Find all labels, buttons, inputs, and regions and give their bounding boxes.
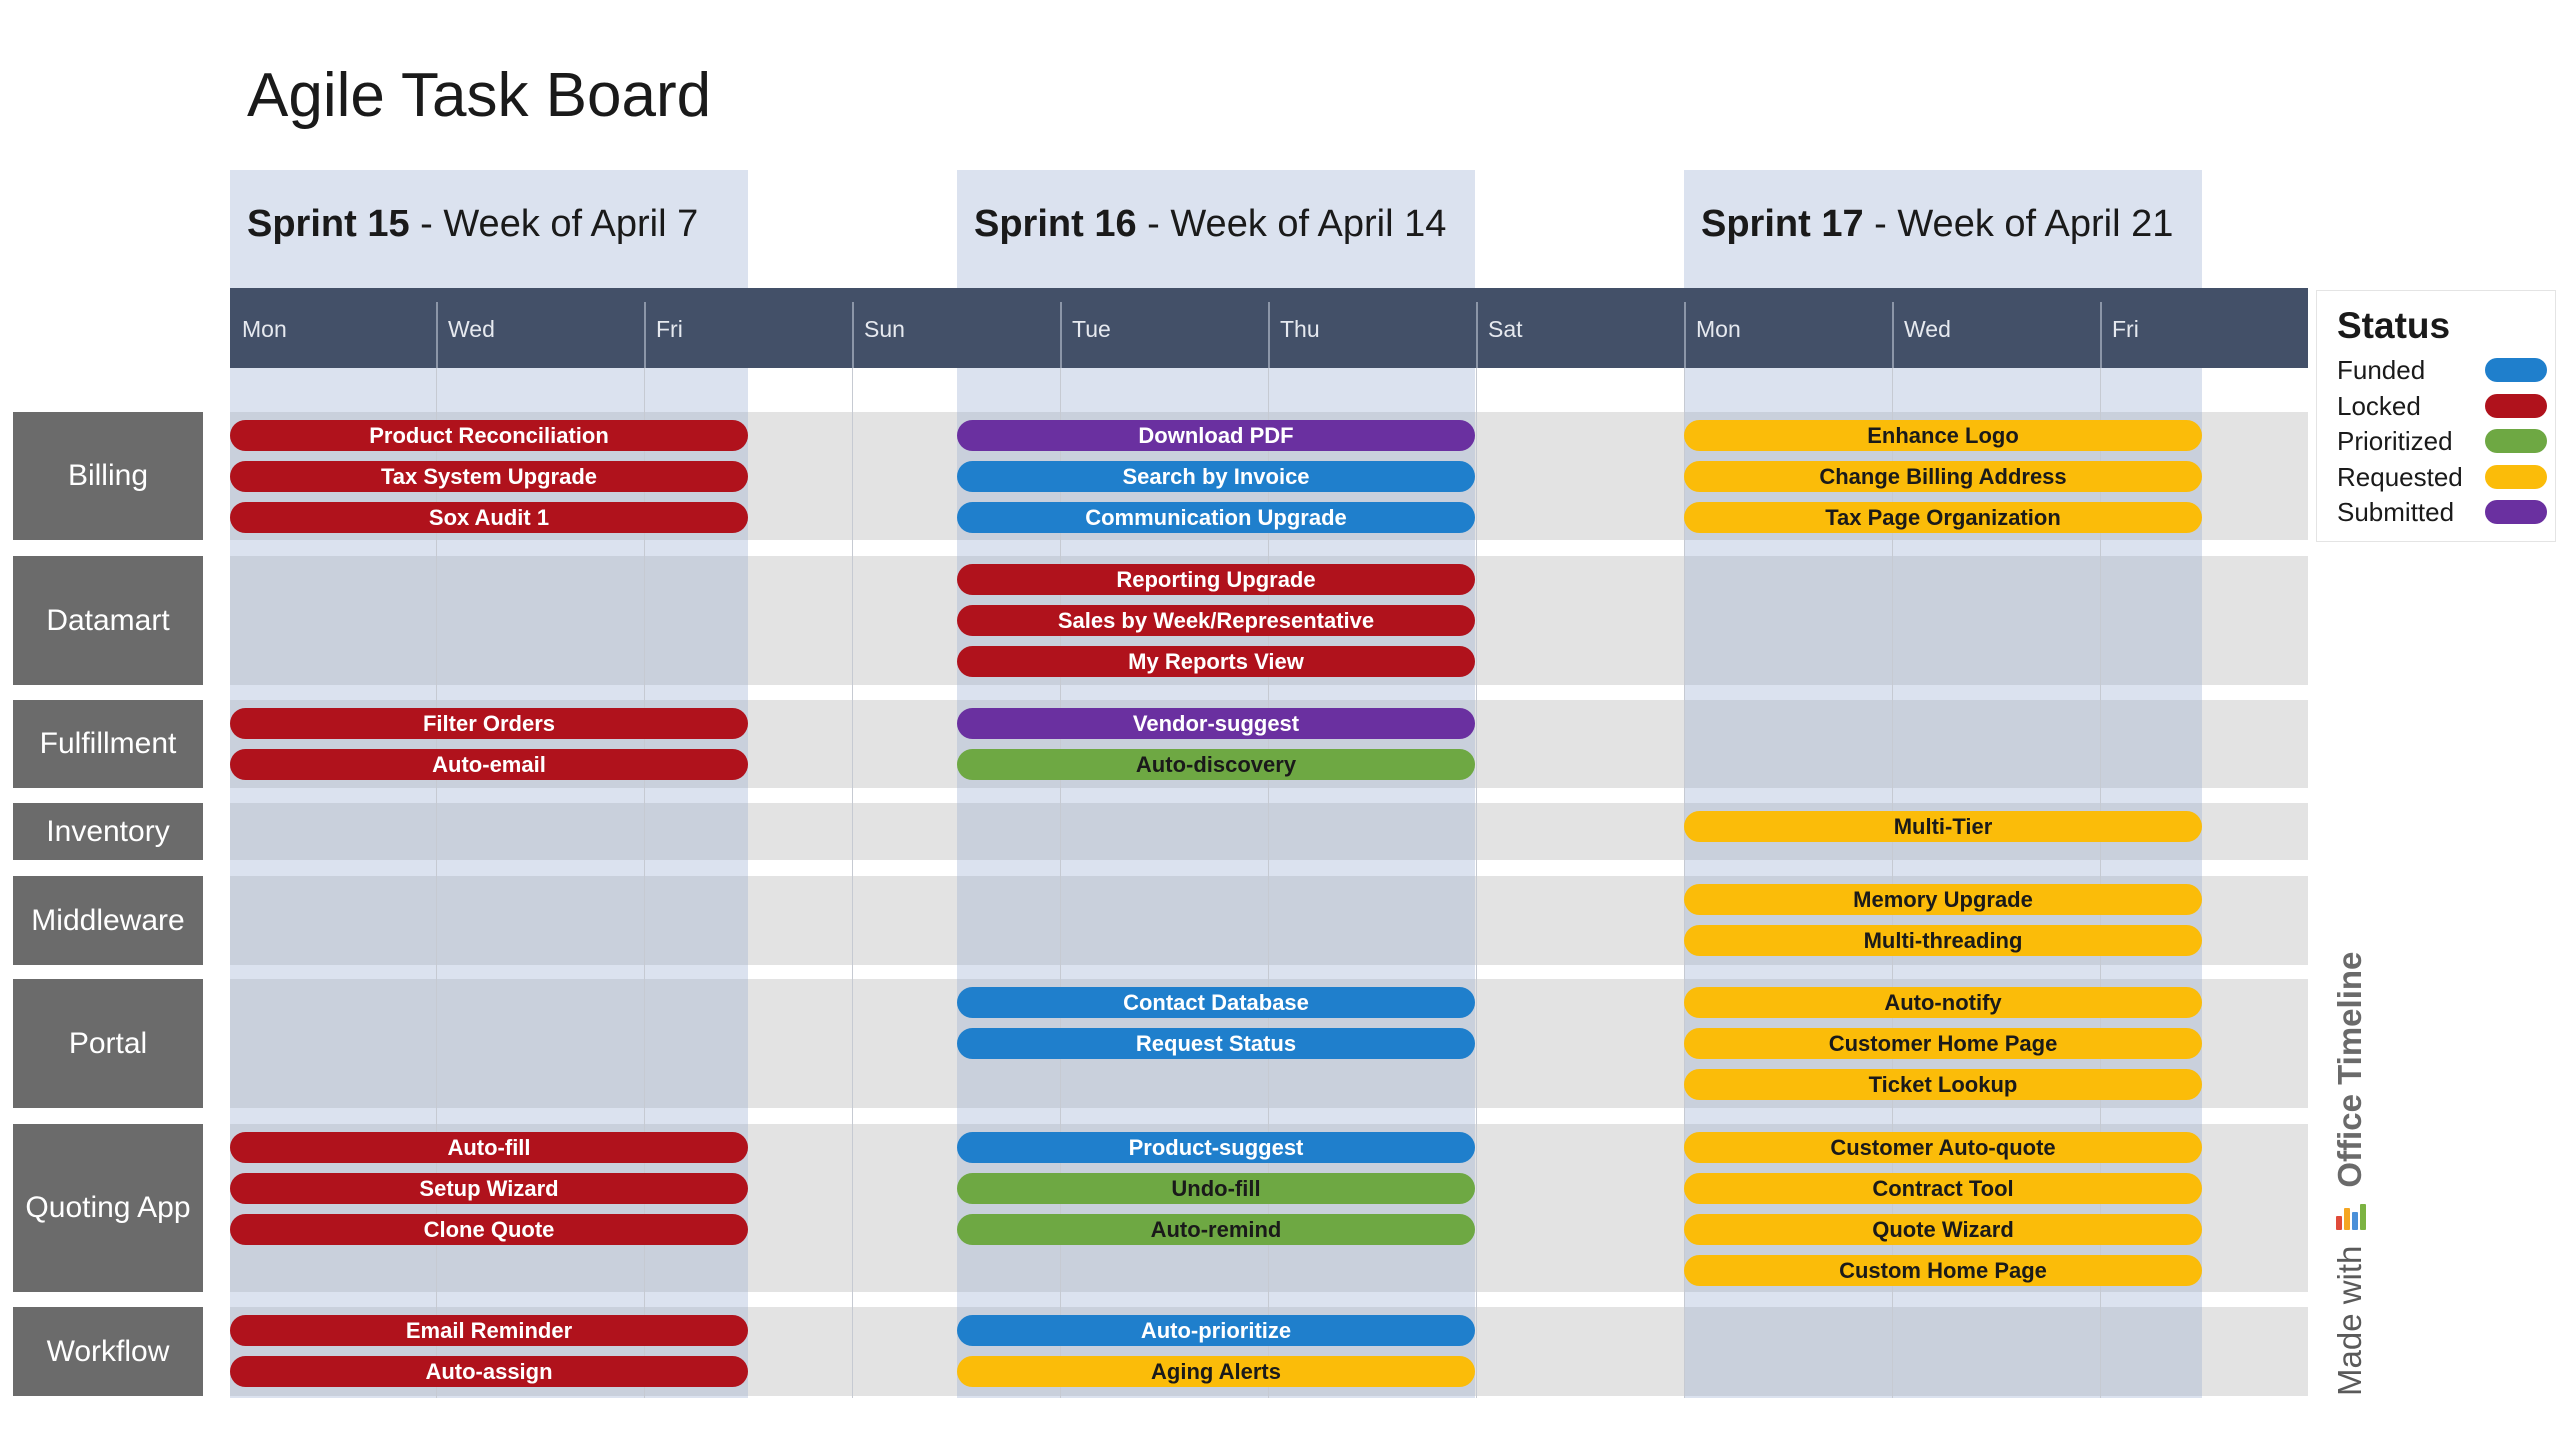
task-bar[interactable]: Download PDF: [957, 420, 1475, 451]
legend-swatch: [2485, 429, 2547, 453]
task-bar[interactable]: Change Billing Address: [1684, 461, 2202, 492]
legend-swatch: [2485, 358, 2547, 382]
row-label-middleware: Middleware: [13, 876, 203, 965]
legend-swatch: [2485, 465, 2547, 489]
day-label: Fri: [2112, 316, 2139, 342]
office-timeline-logo-icon: [2333, 1200, 2367, 1234]
task-bar[interactable]: Enhance Logo: [1684, 420, 2202, 451]
task-bar[interactable]: Tax System Upgrade: [230, 461, 748, 492]
timescale-tick: [1476, 302, 1478, 368]
row-label-workflow: Workflow: [13, 1307, 203, 1396]
task-bar[interactable]: Multi-threading: [1684, 925, 2202, 956]
row-label-quoting-app: Quoting App: [13, 1124, 203, 1292]
sprint-week: - Week of April 14: [1136, 203, 1447, 245]
day-label: Tue: [1072, 316, 1111, 342]
task-bar[interactable]: Auto-assign: [230, 1356, 748, 1387]
sprint-week: - Week of April 7: [409, 203, 699, 245]
legend-swatch: [2485, 500, 2547, 524]
task-bar[interactable]: Customer Home Page: [1684, 1028, 2202, 1059]
day-label: Wed: [1904, 316, 1951, 342]
day-label: Mon: [242, 316, 287, 342]
timescale-tick: [1892, 302, 1894, 368]
task-bar[interactable]: Vendor-suggest: [957, 708, 1475, 739]
task-bar[interactable]: Clone Quote: [230, 1214, 748, 1245]
sprint-header: [247, 205, 698, 243]
task-bar[interactable]: Product-suggest: [957, 1132, 1475, 1163]
task-bar[interactable]: Request Status: [957, 1028, 1475, 1059]
row-sprint-cell: [1684, 556, 2202, 685]
day-gridline: [1476, 368, 1477, 1398]
timescale-tick: [852, 302, 854, 368]
task-bar[interactable]: Customer Auto-quote: [1684, 1132, 2202, 1163]
task-bar[interactable]: Setup Wizard: [230, 1173, 748, 1204]
task-bar[interactable]: My Reports View: [957, 646, 1475, 677]
row-label-fulfillment: Fulfillment: [13, 700, 203, 788]
row-sprint-cell: [1684, 700, 2202, 788]
sprint-name: Sprint 15: [247, 203, 410, 245]
legend-label: Locked: [2337, 390, 2421, 421]
page-title: Agile Task Board: [247, 61, 712, 130]
row-sprint-cell: [1684, 1307, 2202, 1396]
task-bar[interactable]: Ticket Lookup: [1684, 1069, 2202, 1100]
task-bar[interactable]: Search by Invoice: [957, 461, 1475, 492]
legend-label: Submitted: [2337, 497, 2455, 527]
row-label-portal: Portal: [13, 979, 203, 1108]
row-label-inventory: Inventory: [13, 803, 203, 860]
day-label: Sun: [864, 316, 905, 342]
status-legend: [2316, 290, 2556, 542]
legend-label: Requested: [2337, 461, 2463, 492]
task-bar[interactable]: Sox Audit 1: [230, 502, 748, 533]
sprint-week: - Week of April 21: [1863, 203, 2174, 245]
timescale-tick: [1684, 302, 1686, 368]
task-bar[interactable]: Auto-email: [230, 749, 748, 780]
sprint-name: Sprint 16: [974, 203, 1137, 245]
day-label: Fri: [656, 316, 683, 342]
day-label: Sat: [1488, 316, 1523, 342]
legend-swatch: [2485, 394, 2547, 418]
task-bar[interactable]: Communication Upgrade: [957, 502, 1475, 533]
legend-label: Funded: [2337, 355, 2426, 385]
task-bar[interactable]: Auto-notify: [1684, 987, 2202, 1018]
timescale-tick: [2100, 302, 2102, 368]
row-sprint-cell: [957, 876, 1475, 965]
task-bar[interactable]: Sales by Week/Representative: [957, 605, 1475, 636]
task-bar[interactable]: Aging Alerts: [957, 1356, 1475, 1387]
day-label: Thu: [1280, 316, 1320, 342]
sprint-header: [974, 205, 1446, 243]
task-bar[interactable]: Multi-Tier: [1684, 811, 2202, 842]
day-gridline: [852, 368, 853, 1398]
task-bar[interactable]: Memory Upgrade: [1684, 884, 2202, 915]
task-bar[interactable]: Contact Database: [957, 987, 1475, 1018]
row-sprint-cell: [230, 556, 748, 685]
row-sprint-cell: [230, 803, 748, 860]
legend-label: Prioritized: [2337, 426, 2453, 456]
task-bar[interactable]: Tax Page Organization: [1684, 502, 2202, 533]
day-label: Wed: [448, 316, 495, 342]
task-bar[interactable]: Custom Home Page: [1684, 1255, 2202, 1286]
watermark: [2331, 952, 2369, 1396]
timescale-tick: [436, 302, 438, 368]
watermark-prefix: Made with: [2331, 1245, 2368, 1396]
row-sprint-cell: [230, 876, 748, 965]
sprint-name: Sprint 17: [1701, 203, 1864, 245]
timescale-tick: [644, 302, 646, 368]
watermark-brand: Office Timeline: [2331, 951, 2368, 1188]
timescale-tick: [1060, 302, 1062, 368]
task-bar[interactable]: Reporting Upgrade: [957, 564, 1475, 595]
task-bar[interactable]: Undo-fill: [957, 1173, 1475, 1204]
task-bar[interactable]: Contract Tool: [1684, 1173, 2202, 1204]
row-sprint-cell: [230, 979, 748, 1108]
task-bar[interactable]: Product Reconciliation: [230, 420, 748, 451]
task-bar[interactable]: Quote Wizard: [1684, 1214, 2202, 1245]
task-bar[interactable]: Auto-remind: [957, 1214, 1475, 1245]
task-bar[interactable]: Filter Orders: [230, 708, 748, 739]
task-bar[interactable]: Auto-discovery: [957, 749, 1475, 780]
task-bar[interactable]: Email Reminder: [230, 1315, 748, 1346]
row-sprint-cell: [957, 803, 1475, 860]
task-bar[interactable]: Auto-fill: [230, 1132, 748, 1163]
day-label: Mon: [1696, 316, 1741, 342]
timescale-tick: [1268, 302, 1270, 368]
row-label-datamart: Datamart: [13, 556, 203, 685]
task-bar[interactable]: Auto-prioritize: [957, 1315, 1475, 1346]
legend-title: Status: [2337, 305, 2451, 346]
row-label-billing: Billing: [13, 412, 203, 540]
sprint-header: [1701, 205, 2173, 243]
